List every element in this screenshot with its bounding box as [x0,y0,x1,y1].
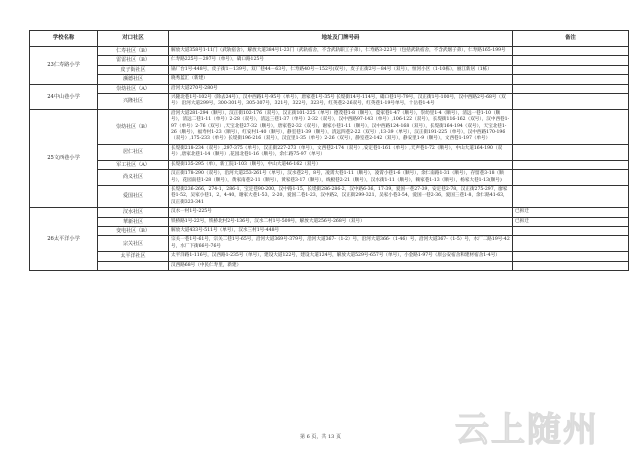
table-row [30,236,629,252]
note [513,252,629,261]
address-range: 解放大道358号1-11门（武轨宿舍），解放大道384号1-23门（武轨宿舍，不含武轨职工子弟），仁寿路3-223号（包括武轨宿舍，不含武烟子弟），仁寿路165-199号 [169,47,513,56]
table-row [30,94,629,110]
community-name: 居仁社区 [98,144,169,160]
table-row [30,47,629,56]
community-name: 尚义社区 [98,170,169,186]
note [513,261,629,270]
table-row [30,65,629,74]
address-range: 汉西路68号（中民仁寿里，新建） [169,261,513,270]
community-name: 皮子街社区 [98,65,169,74]
table-row [30,217,629,226]
table-row [30,109,629,144]
header-school: 学校名称 [30,31,98,47]
table-row [30,261,629,270]
header-address: 地址及门牌号码 [169,31,513,47]
address-range: 太平洋路1-116号，汉西路1-235号（单号），建设大道122号，建设大道124号，解放大道529号-657号（单号），小金路1-97号（原公安宿舍和建材宿舍1-4号） [169,252,513,261]
community-name: 宗关社区 [98,236,169,252]
address-range: 兴隆北巷1号-102号（除去24号），汉中西路1号-95号（单号），唐家巷1号-35号 长堤街14号-114号，礄口巷1号-79号，汉正街1号-100号，汉中西路2号-68号（双号） 沿河大道299号，300-301号，305-307号，321号，322号，323号，红英巷2-26双号，红英巷1-19号单号，十岳巷1-4号 [169,94,513,110]
table-row [30,160,629,169]
table-row [30,208,629,217]
school-zone-table [29,30,629,271]
address-range: 长堤街236-266，274-1，286-1，宝定巷90-200，汉中路1-15，长堤街286-286-2，汉中路6-36，17-39，爱国一巷27-39，安定巷2-78，汉正街275-297，廖家巷1-52，吴家小巷1，2，4-40，谢家大巷1-53，2-20，爱国二巷1-23，汉中路2，汉正街299-321，吴家小巷3-54，爱国一巷2-36，爱国三巷1-8，余仁路41-63，汉正街323-341 [169,185,513,207]
table-row [30,84,629,93]
community-name: 爱国社区 [98,185,169,207]
community-name: 華新社区 [98,217,169,226]
table-row [30,170,629,186]
community-name: 濒德社区 [98,75,169,84]
note [513,94,629,110]
community-name: 兴隆社区 [98,94,169,110]
address-range: 晓秀蓝汇（新建） [169,75,513,84]
address-range: 铁桥路1号-22号，铁桥北村2号-136号，汉水二村1号-509号，解放大道256号-268号（双号） [169,217,513,226]
note [513,84,629,93]
address-range: 沿河大道281-294（顺号），汉正街102-176（双号），汉正街101-225（单号）德茂巷1-8（顺号），夏家巷1-47（顺号），崇幼里1-4（顺号），清远一巷1-10（顺号），清远二巷1-11（单号）2-28（双号），清远三巷1-37（单号）2-32（双号），汉中西路97-143（单号）,106-122（双号），长堤街116-162（双号），汉中西巷1-97（单号）2-76（双号）,天宝北巷27-32（顺号），唐家巷2-32（双号），谢家小巷1-11（顺号），汉中西路124-168（双号），长堤街164-194（双号），天宝北巷1-26（顺号），福寿村1-23（顺号），红安村1-40（顺号），静室巷1-39（顺号），清远四巷2-22（双号）,13-39（单号），汉正街191-225（单号），汉中西路170-196（双号）,175-233（单号）长堤街196-216（双号），汉宜里1-35（单号）2-26（双号），静室巷2-142（双号），静安里1-9（顺号），文西巷1-197（单号） [169,109,513,144]
address-range: 汉水一村1号-225号 [169,208,513,217]
header-community: 对口社区 [98,31,169,47]
address-range: 长堤街135-295（单），新工院1-103（顺号），中山大道46-162（双号） [169,160,513,169]
address-range: 解放大道433号-511号（单号），汉水三村1号-448号 [169,226,513,235]
note [513,226,629,235]
page-number: 第 6 页，共 13 页 [300,434,341,440]
community-name: 仁寿社区（B） [98,47,169,56]
table-header-row [30,31,629,47]
school-name: 26太平洋小学 [30,208,98,271]
note [513,236,629,252]
school-name: 23仁寿路小学 [30,47,98,85]
watermark: 云上随州 [455,410,599,450]
address-range: 锅厂台1号-448号，皮子街1－139号，双厂巷44－63号，仁寿路40号－152号(双号），皮子正街2号－84号（双号），恒河小区（1-10栋），丽江新居（1栋） [169,65,513,74]
community-name: 太平洋社区 [98,252,169,261]
community-name: 崇幼社区（B） [98,109,169,144]
note: 已拆迁 [513,208,629,217]
table-row [30,226,629,235]
note [513,47,629,56]
address-range: 宗关一巷1号-61号，宗关二巷1号-65号，沿河大道369号-379号，沿河大道367-（1-2）号，沿河大道366-（1-46）号，沿河大道367-（1-5）号，水厂二路19号-42号，水厂下街66号-76号 [169,236,513,252]
table-row [30,75,629,84]
community-name: 汉水社区 [98,208,169,217]
header-note: 备注 [513,31,629,47]
community-name [98,261,169,270]
note: 已拆迁 [513,217,629,226]
table-row [30,185,629,207]
note [513,160,629,169]
note [513,56,629,65]
table-row [30,144,629,160]
table-row [30,56,629,65]
address-range: 汉正街178-290（双号），沿河大道253-261号（单号），汉水巷2号，8号，凌霄大巷1-11（顺号），凌霄小巷1-6（顺号），余仁南路1-31（顺号），存留巷3-18（顺号），花园南巷1-28（顺号），黄家南巷2-11（顺号），黄家巷3-17（顺号），线板巷2-21（顺号），汉水街1-11（顺号），赖家巷1-13（顺号），杨家大巷1-13(顺号) [169,170,513,186]
note [513,170,629,186]
note [513,75,629,84]
community-name: 军工社区（A） [98,160,169,169]
note [513,109,629,144]
community-name: 雷雷社区（B） [98,56,169,65]
note [513,65,629,74]
address-range: 长堤街218-234（双号）,297-375（单号），汉正街227-273（单号），文西巷2-174（双号）,安定巷1-161（单号）,天声巷1-72（顺号），中山大道164-190（双号）,唐家北巷1-14（顺号）,花园北巷1-16（顺号），余仁路75-97（单号） [169,144,513,160]
school-name: 25文西巷小学 [30,109,98,207]
note [513,144,629,160]
address-range: 沿河大道270号-280号 [169,84,513,93]
address-range: 仁寿路225号－297号（单号），礄口路125号 [169,56,513,65]
table-row [30,252,629,261]
community-name: 崇幼社区（A） [98,84,169,93]
community-name: 变电社区（B） [98,226,169,235]
note [513,185,629,207]
school-name: 24中山巷小学 [30,84,98,109]
